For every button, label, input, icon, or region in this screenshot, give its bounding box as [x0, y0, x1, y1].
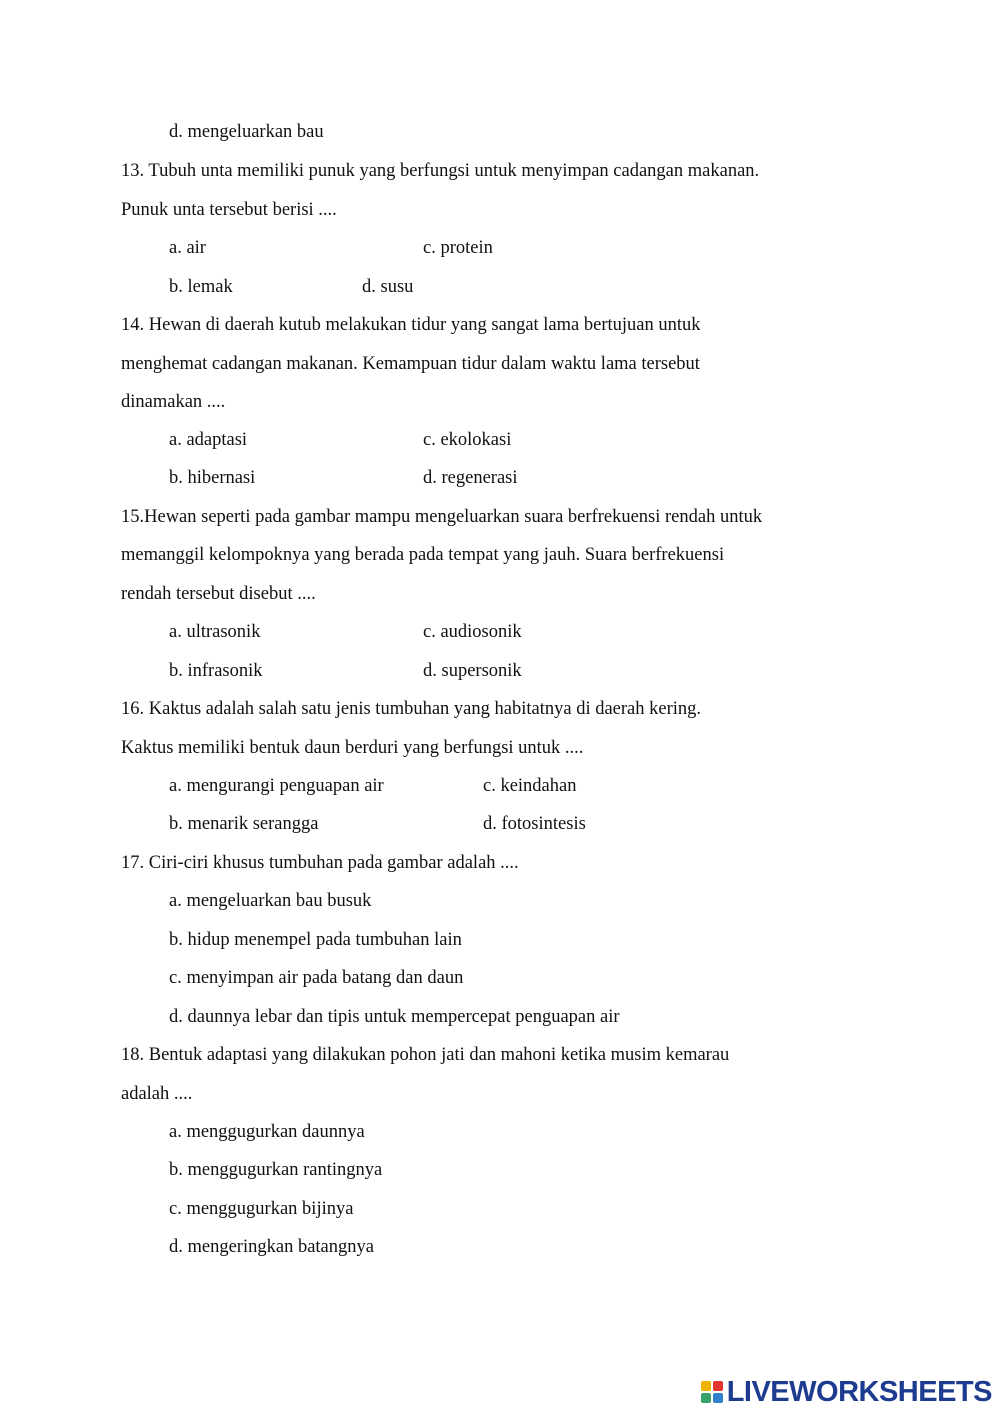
- q18-text-line1: 18. Bentuk adaptasi yang dilakukan pohon jati dan mahoni ketika musim kemarau: [121, 1045, 730, 1065]
- q18-option-a: a. menggugurkan daunnya: [169, 1122, 365, 1142]
- q12-option-d: d. mengeluarkan bau: [169, 122, 324, 142]
- q18-option-c: c. menggugurkan bijinya: [169, 1199, 354, 1219]
- q14-option-c: c. ekolokasi: [423, 430, 512, 450]
- liveworksheets-badge-icon: [701, 1381, 723, 1403]
- q16-text-line1: 16. Kaktus adalah salah satu jenis tumbuhan yang habitatnya di daerah kering.: [121, 699, 702, 719]
- q15-option-b: b. infrasonik: [169, 661, 263, 681]
- q18-option-b: b. menggugurkan rantingnya: [169, 1160, 383, 1180]
- q15-option-d: d. supersonik: [423, 661, 522, 681]
- q18-text-line2: adalah ....: [121, 1084, 193, 1104]
- q15-text-line1: 15.Hewan seperti pada gambar mampu mengeluarkan suara berfrekuensi rendah untuk: [121, 507, 763, 527]
- q15-text-line3: rendah tersebut disebut ....: [121, 584, 316, 604]
- liveworksheets-logo: [701, 1377, 992, 1407]
- q14-option-a: a. adaptasi: [169, 430, 248, 450]
- q14-option-d: d. regenerasi: [423, 468, 518, 488]
- q13-option-a: a. air: [169, 238, 206, 258]
- q16-option-b: b. menarik serangga: [169, 814, 319, 834]
- q14-option-b: b. hibernasi: [169, 468, 256, 488]
- q15-option-a: a. ultrasonik: [169, 622, 261, 642]
- q17-option-a: a. mengeluarkan bau busuk: [169, 891, 372, 911]
- q13-text-line1: 13. Tubuh unta memiliki punuk yang berfungsi untuk menyimpan cadangan makanan.: [121, 161, 760, 181]
- q18-option-d: d. mengeringkan batangnya: [169, 1237, 374, 1257]
- q14-text-line2: menghemat cadangan makanan. Kemampuan tidur dalam waktu lama tersebut: [121, 354, 700, 374]
- q13-option-c: c. protein: [423, 238, 493, 258]
- q13-option-b: b. lemak: [169, 277, 233, 297]
- q17-option-c: c. menyimpan air pada batang dan daun: [169, 968, 464, 988]
- q13-text-line2: Punuk unta tersebut berisi ....: [121, 200, 337, 220]
- q17-option-b: b. hidup menempel pada tumbuhan lain: [169, 930, 462, 950]
- q16-option-a: a. mengurangi penguapan air: [169, 776, 384, 796]
- q17-option-d: d. daunnya lebar dan tipis untuk mempercepat penguapan air: [169, 1007, 620, 1027]
- q17-text-line1: 17. Ciri-ciri khusus tumbuhan pada gambar adalah ....: [121, 853, 519, 873]
- q16-text-line2: Kaktus memiliki bentuk daun berduri yang berfungsi untuk ....: [121, 738, 584, 758]
- q16-option-d: d. fotosintesis: [483, 814, 586, 834]
- q15-option-c: c. audiosonik: [423, 622, 522, 642]
- q13-option-d: d. susu: [362, 277, 414, 297]
- q14-text-line1: 14. Hewan di daerah kutub melakukan tidur yang sangat lama bertujuan untuk: [121, 315, 701, 335]
- logo-text: LIVEWORKSHEETS: [726, 1375, 992, 1408]
- q14-text-line3: dinamakan ....: [121, 392, 226, 412]
- q16-option-c: c. keindahan: [483, 776, 577, 796]
- q15-text-line2: memanggil kelompoknya yang berada pada tempat yang jauh. Suara berfrekuensi: [121, 545, 725, 565]
